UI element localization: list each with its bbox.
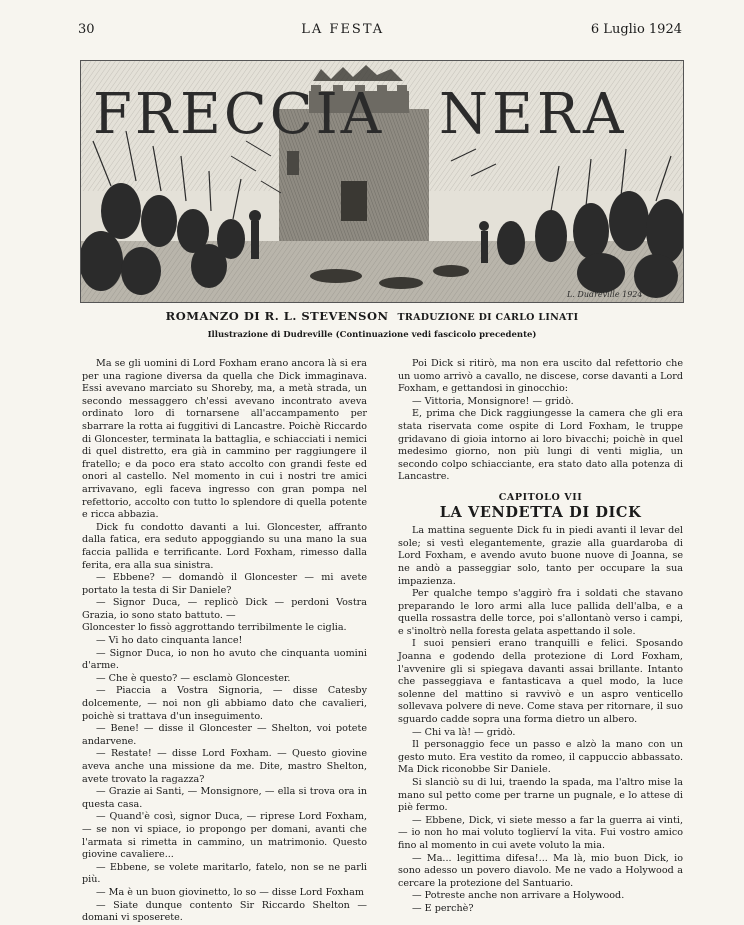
left-column: [82, 358, 367, 925]
magazine-title: LA FESTA: [301, 22, 385, 37]
paragraph: I suoi pensieri erano tranquilli e felici. Sposando Joanna e godendo della protezione di Lord Foxham, l'avvenire gli si spiegava davanti assai brillante. Intanto che passeggiava e fantasticava a quel modo, la luce solenne del mattino si ravvivò e un aspro venticello sollevava polvere di neve. Come stava per ritornare, il suo sguardo cadde sopra una forma dietro un albero.: [398, 638, 683, 726]
paragraph: — Chi va là! — gridò.: [412, 726, 516, 738]
title-nera: NERA: [439, 82, 628, 147]
page-number: 30: [78, 22, 95, 37]
paragraph: — Che è questo? — esclamò Gloncester.: [96, 672, 291, 684]
paragraph: — Grazie ai Santi, — Monsignore, — ella si trova ora in questa casa.: [82, 786, 367, 810]
page-header: [78, 22, 682, 40]
paragraph: — Signor Duca, io non ho avuto che cinquanta uomini d'arme.: [82, 647, 367, 672]
paragraph: — Piaccia a Vostra Signoria, — disse Catesby dolcemente, — noi non gli abbiamo dato che cavalieri, poichè si trattava d'un inseguimento.: [82, 685, 367, 722]
paragraph: — Vi ho dato cinquanta lance!: [96, 635, 243, 647]
right-column: [398, 358, 683, 916]
paragraph: — Bene! — disse il Gloncester — Shelton, voi potete andarvene.: [82, 723, 367, 747]
chapter-title: LA VENDETTA DI DICK: [439, 503, 642, 521]
title-freccia: FRECCIA: [93, 82, 385, 147]
illustration-credit: Illustrazione di Dudreville (Continuazione vedi fascicolo precedente): [207, 330, 537, 340]
paragraph: Poi Dick si ritirò, ma non era uscito dal refettorio che un uomo arrivò a cavallo, ne discese, corse davanti a Lord Foxham, e gettandosi in ginocchio:: [398, 358, 683, 395]
paragraph: — Ebbene, Dick, vi siete messo a far la guerra ai vinti, — io non ho mai voluto toglierví la vita. Fui vostro amico fino al momento in cui avete voluto la mia.: [398, 814, 683, 851]
paragraph: — Ebbene, se volete maritarlo, fatelo, non se ne parli più.: [82, 861, 367, 886]
artist-signature: L. Dudreville 1924: [567, 290, 643, 299]
illustration: [80, 60, 684, 303]
paragraph: — Signor Duca, — replicò Dick — perdoni Vostra Grazia, io sono stato battuto. —: [82, 597, 367, 621]
byline: [0, 309, 744, 323]
chapter-number: CAPITOLO VII: [498, 491, 583, 503]
paragraph: — Ma... legittima difesa!... Ma là, mio buon Dick, io sono adesso un povero diavolo. Me ne vado a Holywood a cercare la protezione del Santuario.: [398, 852, 683, 889]
paragraph: — Ma è un buon giovinetto, lo so — disse Lord Foxham: [96, 886, 364, 898]
paragraph: Per qualche tempo s'aggirò fra i soldati che stavano preparando le loro armi alla luce pallida dell'alba, e a quella rossastra delle torce, poi s'allontanò verso i campi, e s'inoltrò nella foresta gelata aspettando il sole.: [398, 588, 683, 637]
paragraph: Si slanciò su di lui, traendo la spada, ma l'altro mise la mano sul petto come per trarne un pugnale, e lo attese di piè fermo.: [398, 777, 683, 814]
paragraph: Il personaggio fece un passo e alzò la mano con un gesto muto. Era vestito da romeo, il cappuccio abbassato. Ma Dick riconobbe Sir Daniele.: [398, 739, 683, 776]
paragraph: E, prima che Dick raggiungesse la camera che gli era stata riservata come ospite di Lord Foxham, le truppe gridavano di gioia intorno ai loro bivacchi; poichè in quel medesimo giorno, non più lungi di venti miglia, un secondo colpo schiacciante, era stato dato alla potenza di Lancastre.: [398, 408, 683, 483]
paragraph: Gloncester lo fissò aggrottando terribilmente le ciglia.: [82, 622, 347, 634]
paragraph: — Vittoria, Monsignore! — gridò.: [412, 395, 574, 407]
paragraph: — Quand'è così, signor Duca, — riprese Lord Foxham, — se non vi spiace, io propongo per domani, avanti che l'armata si rimetta in cammino, un matrimonio. Questo giovine cavaliere...: [82, 811, 367, 861]
translation-line: TRADUZIONE DI CARLO LINATI: [397, 312, 579, 323]
paragraph: — Restate! — disse Lord Foxham. — Questo giovine aveva anche una missione da me. Dite, mastro Shelton, avete trovato la ragazza?: [82, 748, 367, 785]
paragraph: Ma se gli uomini di Lord Foxham erano ancora là si era per una ragione diversa da quella che Dick immaginava. Essi avevano marciato su Shoreby, ma, a metà strada, un secondo messaggero ch'essi avevano incontrato aveva ordinato loro di tornarsene all'accampamento per sbarrare la rotta ai fuggitivi di Lancastre. Poichè Riccardo di Gloncester, terminata la battaglia, e schiacciati i nemici di quel distretto, era già in cammino per raggiungere il fratello; e da poco era stato accolto con grandi feste ed onori al castello. Nel momento in cui i nostri tre amici arrivavano, egli faceva ingresso con gran pompa nel refettorio, accolto con tutto lo splendore di quella potente e ricca abbazia.: [82, 358, 367, 521]
paragraph: — E perchè?: [412, 902, 474, 914]
paragraph: Dick fu condotto davanti a lui. Gloncester, affranto dalla fatica, era seduto appoggiando su una mano la sua faccia pallida e terrificante. Lord Foxham, rimesso dalla ferita, era alla sua sinistra.: [82, 521, 367, 571]
paragraph: — Potreste anche non arrivare a Holywood.: [412, 890, 625, 902]
author-line: ROMANZO DI R. L. STEVENSON: [165, 309, 389, 323]
paragraph: — Siate dunque contento Sir Riccardo Shelton — domani vi sposerete.: [82, 899, 367, 924]
paragraph: La mattina seguente Dick fu in piedi avanti il levar del sole; si vestì elegantemente, grazie alla guardaroba di Lord Foxham, e avendo avuto buone nuove di Joanna, se ne andò a passeggiar solo, tanto per occupare la sua impazienza.: [398, 525, 683, 587]
paragraph: — Ebbene? — domandò il Gloncester — mi avete portato la testa di Sir Daniele?: [82, 572, 367, 596]
issue-date: 6 Luglio 1924: [590, 22, 682, 37]
